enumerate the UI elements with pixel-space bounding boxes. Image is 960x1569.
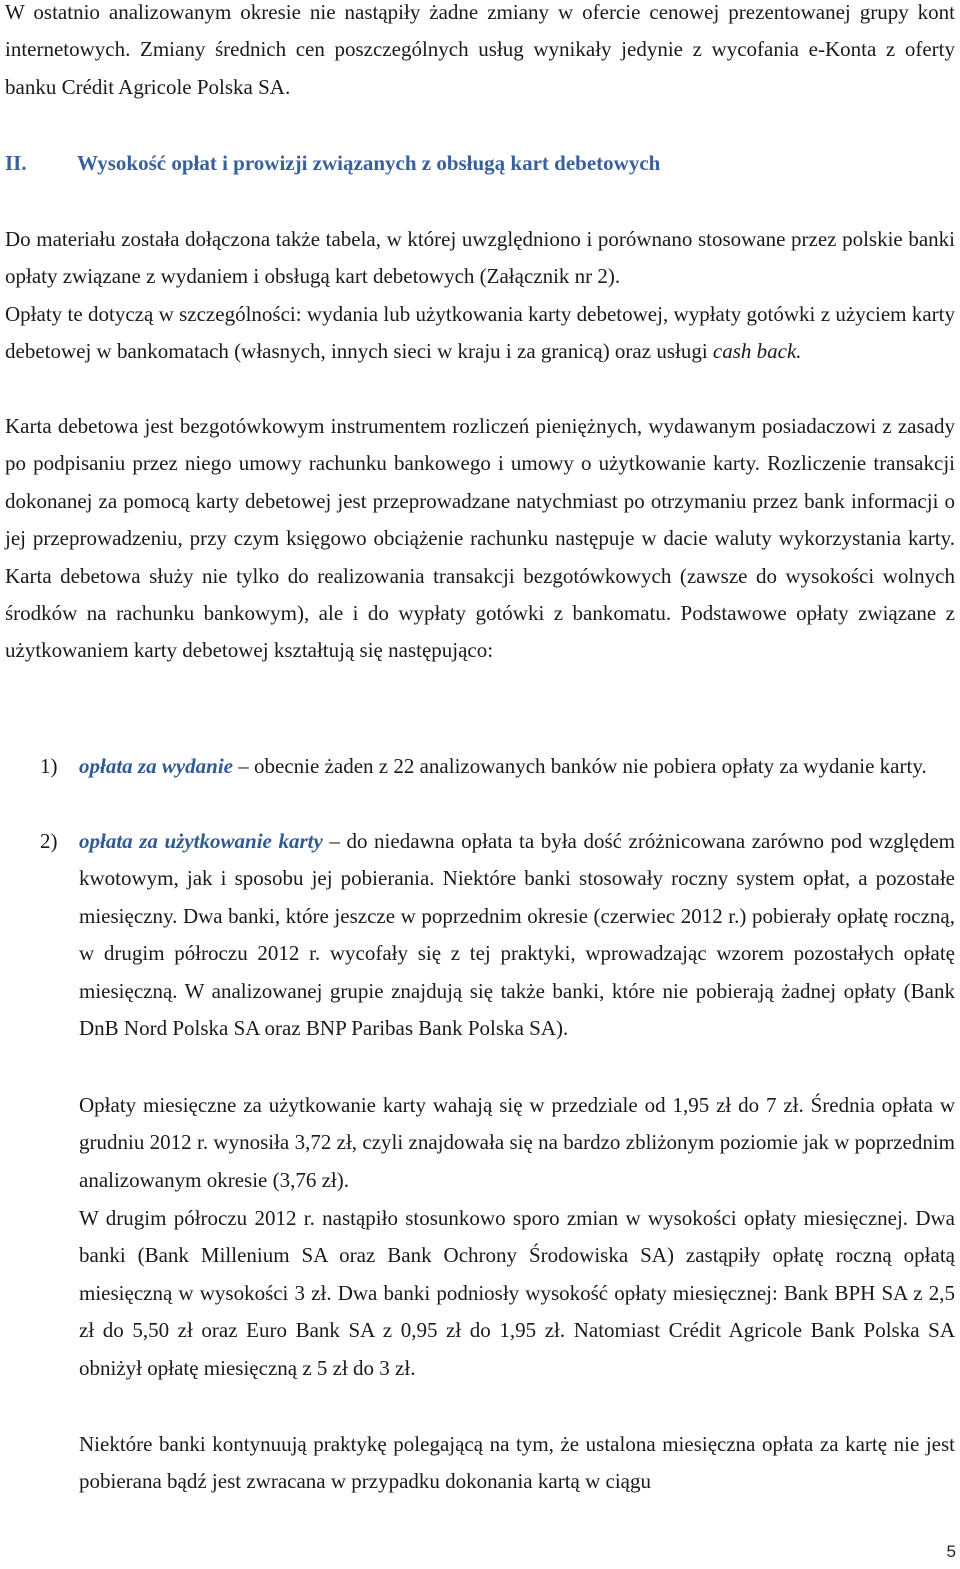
- paragraph-fee-waivers: Niektóre banki kontynuują praktykę polegającą na tym, że ustalona miesięczna opłata za kartę nie jest pobierana bądź jest zwracana w przypadku dokonania kartą w ciągu: [79, 1432, 955, 1494]
- page-number: 5: [946, 1542, 956, 1561]
- section-title: Wysokość opłat i prowizji związanych z obsługą kart debetowych: [77, 151, 661, 175]
- list-text: – do niedawna opłata ta była dość zróżnicowana zarówno pod względem kwotowym, jak i sposobu jej pobierania. Niektóre banki stosowały roczny system opłat, a pozostałe miesięczny. Dwa banki, które jeszcze w poprzednim okresie (czerwiec 2012 r.) pobierały opłatę roczną, w drugim półroczu 2012 r. wycofały się z tej praktyki, wprowadzając wzorem pozostałych opłatę miesięczną. W analizowanej grupie znajdują się także banki, które nie pobierają żadnej opłaty (Bank DnB Nord Polska SA oraz BNP Paribas Bank Polska SA).: [79, 829, 955, 1041]
- intro-paragraph: W ostatnio analizowanym okresie nie nastąpiły żadne zmiany w ofercie cenowej prezentowanej grupy kont internetowych. Zmiany średnich cen poszczególnych usług wynikały jedynie z wycofania e-Konta z oferty banku Crédit Agricole Polska SA.: [5, 0, 955, 99]
- list-item-body: [79, 748, 955, 785]
- list-term: opłata za użytkowanie karty: [79, 829, 323, 853]
- paragraph-attachment: Do materiału została dołączona także tabela, w której uwzględniono i porównano stosowane przez polskie banki opłaty związane z wydaniem i obsługą kart debetowych (Załącznik nr 2).: [5, 227, 955, 289]
- paragraph-fees-scope: [5, 296, 955, 371]
- list-item-body: [79, 823, 955, 1047]
- paragraph-debit-card-definition: Karta debetowa jest bezgotówkowym instrumentem rozliczeń pieniężnych, wydawanym posiadaczowi z zasady po podpisaniu przez niego umowy rachunku bankowego i umowy o użytkowanie karty. Rozliczenie transakcji dokonanej za pomocą karty debetowej jest przeprowadzane natychmiast po otrzymaniu przez bank informacji o jej przeprowadzeniu, przy czym księgowo obciążenie rachunku następuje w dacie waluty wykorzystania karty. Karta debetowa służy nie tylko do realizowania transakcji bezgotówkowych (zawsze do wysokości wolnych środków na rachunku bankowym), ale i do wypłaty gotówki z bankomatu. Podstawowe opłaty związane z użytkowaniem karty debetowej kształtują się następująco:: [5, 414, 955, 663]
- paragraph-monthly-fee-range: Opłaty miesięczne za użytkowanie karty wahają się w przedziale od 1,95 zł do 7 zł. Średnia opłata w grudniu 2012 r. wynosiła 3,72 zł, czyli znajdowała się na bardzo zbliżonym poziomie jak w poprzednim analizowanym okresie (3,76 zł).: [79, 1093, 955, 1192]
- paragraph-fees-scope-text: Opłaty te dotyczą w szczególności: wydania lub użytkowania karty debetowej, wypłaty gotówki z użyciem karty debetowej w bankomatach (własnych, innych sieci w kraju i za granicą) oraz usługi: [5, 302, 955, 364]
- list-text: – obecnie żaden z 22 analizowanych banków nie pobiera opłaty za wydanie karty.: [233, 754, 927, 778]
- paragraph-fee-changes: W drugim półroczu 2012 r. nastąpiło stosunkowo sporo zmian w wysokości opłaty miesięcznej. Dwa banki (Bank Millenium SA oraz Bank Ochrony Środowiska SA) zastąpiły opłatę roczną opłatą miesięczną w wysokości 3 zł. Dwa banki podniosły wysokość opłaty miesięcznej: Bank BPH SA z 2,5 zł do 5,50 zł oraz Euro Bank SA z 0,95 zł do 1,95 zł. Natomiast Crédit Agricole Bank Polska SA obniżył opłatę miesięczną z 5 zł do 3 zł.: [79, 1206, 955, 1380]
- section-heading: [5, 145, 955, 182]
- cash-back-term: cash back.: [712, 339, 802, 364]
- list-term: opłata za wydanie: [79, 754, 234, 778]
- list-marker: 2): [40, 829, 58, 853]
- section-number: II.: [5, 151, 27, 175]
- list-marker: 1): [40, 754, 58, 778]
